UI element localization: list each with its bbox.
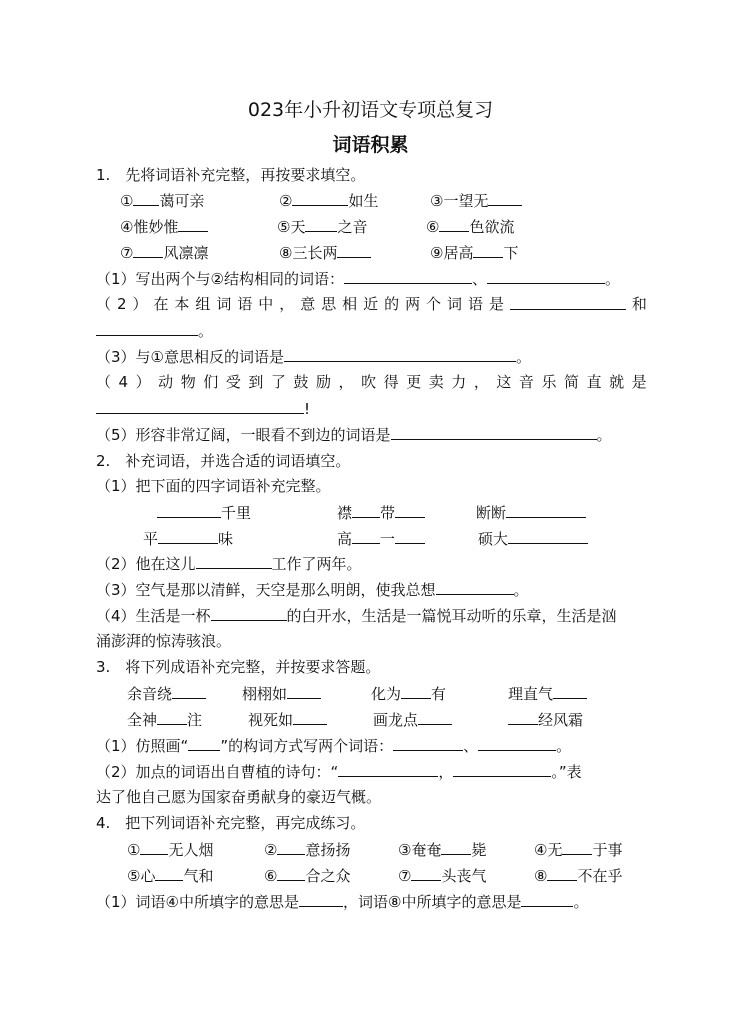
blank[interactable] [299, 891, 343, 907]
blank[interactable] [96, 320, 198, 336]
blank[interactable] [510, 294, 626, 310]
blank[interactable] [508, 709, 538, 725]
blank[interactable] [157, 502, 221, 518]
q1-sub2-cont: 。 [96, 320, 213, 341]
q1-sub5: （5）形容非常辽阔，一眼看不到边的词语是 。 [96, 426, 612, 444]
blank[interactable] [436, 579, 514, 595]
blank[interactable] [344, 268, 472, 284]
blank[interactable] [508, 528, 588, 544]
q4-sub1: （1）词语④中所填字的意思是 ，词语⑧中所填字的意思是 。 [96, 893, 589, 911]
blank[interactable] [547, 865, 577, 881]
blank[interactable] [277, 839, 305, 855]
q2-row1-c: 断断 [476, 502, 586, 523]
blank[interactable] [338, 761, 438, 777]
q1-sub2: （ 2 ） 在 本 组 词 语 中 ， 意 思 相 近 的 两 个 词 语 是 和 [96, 295, 647, 313]
page-title: 023年小升初语文专项总复习 [247, 99, 494, 121]
q1-row1-b: ② 如生 [279, 192, 379, 210]
blank[interactable] [284, 346, 516, 362]
q2-sub3: （3）空气是那以清鲜，天空是那么明朗，使我总想 。 [96, 581, 529, 599]
blank[interactable] [292, 190, 348, 206]
blank[interactable] [133, 242, 163, 258]
q2-row2-c: 硕大 [478, 528, 588, 549]
blank[interactable] [196, 553, 272, 569]
blank[interactable] [395, 502, 425, 518]
q1-row2-b: ⑤天 之音 [277, 218, 368, 236]
blank[interactable] [157, 709, 187, 725]
q1-stem: 1. 先将词语补充完整，再按要求填空。 [96, 166, 366, 184]
blank[interactable] [411, 865, 441, 881]
q3-row2-c: 画龙点 [373, 709, 452, 730]
blank[interactable] [488, 190, 522, 206]
q1-row2-c: ⑥ 色欲流 [426, 218, 515, 236]
q1-row3: ⑦ 风凛凛 [120, 244, 209, 262]
blank[interactable] [140, 839, 168, 855]
q3-row2-a: 全神 注 [127, 711, 203, 729]
q3-row2-d: 经风霜 [508, 709, 583, 730]
blank[interactable] [172, 683, 206, 699]
blank[interactable] [562, 839, 592, 855]
q4-row2-a: ⑤心 气和 [127, 867, 214, 885]
q2-row2-b: 高 一 [337, 528, 425, 549]
q2-stem: 2. 补充词语，并选合适的词语填空。 [96, 452, 351, 470]
q2-row1-b: 襟 带 [337, 502, 425, 523]
q4-stem: 4. 把下列词语补充完整，再完成练习。 [96, 814, 366, 832]
blank[interactable] [277, 865, 305, 881]
blank[interactable] [521, 891, 573, 907]
blank[interactable] [473, 242, 503, 258]
blank[interactable] [155, 865, 183, 881]
q1-row2: ④惟妙惟 [120, 216, 208, 237]
q1-sub4-cont: ! [96, 398, 310, 419]
page-subtitle: 词语积累 [332, 134, 409, 156]
q3-sub1: （1）仿照画“ ”的构词方式写两个词语： 、 。 [96, 737, 572, 755]
q4-row1-d: ④无 于事 [534, 841, 623, 859]
q4-row1-c: ③奄奄 毙 [398, 841, 487, 859]
q1-sub3: （3）与①意思相反的词语是 。 [96, 348, 532, 366]
blank[interactable] [506, 502, 586, 518]
q3-row1-a: 余音绕 [127, 683, 206, 704]
q4-row1-b: ② 意扬扬 [264, 841, 351, 859]
blank[interactable] [553, 683, 587, 699]
q4-row2-c: ⑦ 头丧气 [398, 867, 487, 885]
blank[interactable] [418, 709, 452, 725]
blank[interactable] [478, 735, 556, 751]
blank[interactable] [337, 242, 371, 258]
q1-row1-c: ③一望无 [430, 190, 522, 211]
blank[interactable] [178, 216, 208, 232]
blank[interactable] [293, 709, 327, 725]
q2-sub4-cont: 涌澎湃的惊涛骇浪。 [96, 632, 232, 650]
q3-sub2-cont: 达了他自己愿为国家奋勇献身的豪迈气概。 [96, 788, 382, 806]
q3-row1-c: 化为 有 [371, 685, 447, 703]
q4-row2-d: ⑧ 不在乎 [534, 867, 623, 885]
blank[interactable] [352, 502, 380, 518]
q2-sub1: （1）把下面的四字词语补充完整。 [96, 477, 331, 495]
blank[interactable] [158, 528, 218, 544]
q3-stem: 3. 将下列成语补充完整，并按要求答题。 [96, 658, 381, 676]
blank[interactable] [395, 528, 425, 544]
blank[interactable] [133, 190, 159, 206]
q3-sub2: （2）加点的词语出自曹植的诗句：“ ， 。”表 [96, 763, 582, 781]
q2-row2-a: 平 味 [143, 530, 234, 548]
blank[interactable] [401, 683, 431, 699]
q1-row3-b: ⑧三长两 [279, 242, 371, 263]
blank[interactable] [393, 735, 463, 751]
q1-row3-c: ⑨居高 下 [430, 244, 519, 262]
q1-sub4: （ 4 ） 动 物 们 受 到 了 鼓 励 ， 吹 得 更 卖 力 ， 这 音 乐 简 直 就 是 [96, 373, 647, 391]
q4-row2-b: ⑥ 合之众 [264, 867, 351, 885]
q4-row1-a: ① 无人烟 [127, 841, 214, 859]
q3-row2-b: 视死如 [248, 709, 327, 730]
q2-sub2: （2）他在这儿 工作了两年。 [96, 555, 362, 573]
q3-row1-d: 理直气 [508, 683, 587, 704]
q1-row1: ① 蔼可亲 [120, 192, 205, 210]
blank[interactable] [188, 735, 220, 751]
q3-row1-b: 栩栩如 [242, 683, 321, 704]
blank[interactable] [352, 528, 380, 544]
blank[interactable] [441, 839, 471, 855]
blank[interactable] [487, 268, 605, 284]
q2-sub4: （4）生活是一杯 的白开水，生活是一篇悦耳动听的乐章，生活是汹 [96, 607, 617, 625]
blank[interactable] [96, 398, 304, 414]
q2-row1-a: 千里 [157, 502, 251, 523]
q1-sub1: （1）写出两个与②结构相同的词语： 、 。 [96, 270, 621, 288]
blank[interactable] [305, 216, 337, 232]
blank[interactable] [391, 424, 597, 440]
blank[interactable] [439, 216, 469, 232]
blank[interactable] [211, 605, 287, 621]
blank[interactable] [287, 683, 321, 699]
blank[interactable] [453, 761, 551, 777]
